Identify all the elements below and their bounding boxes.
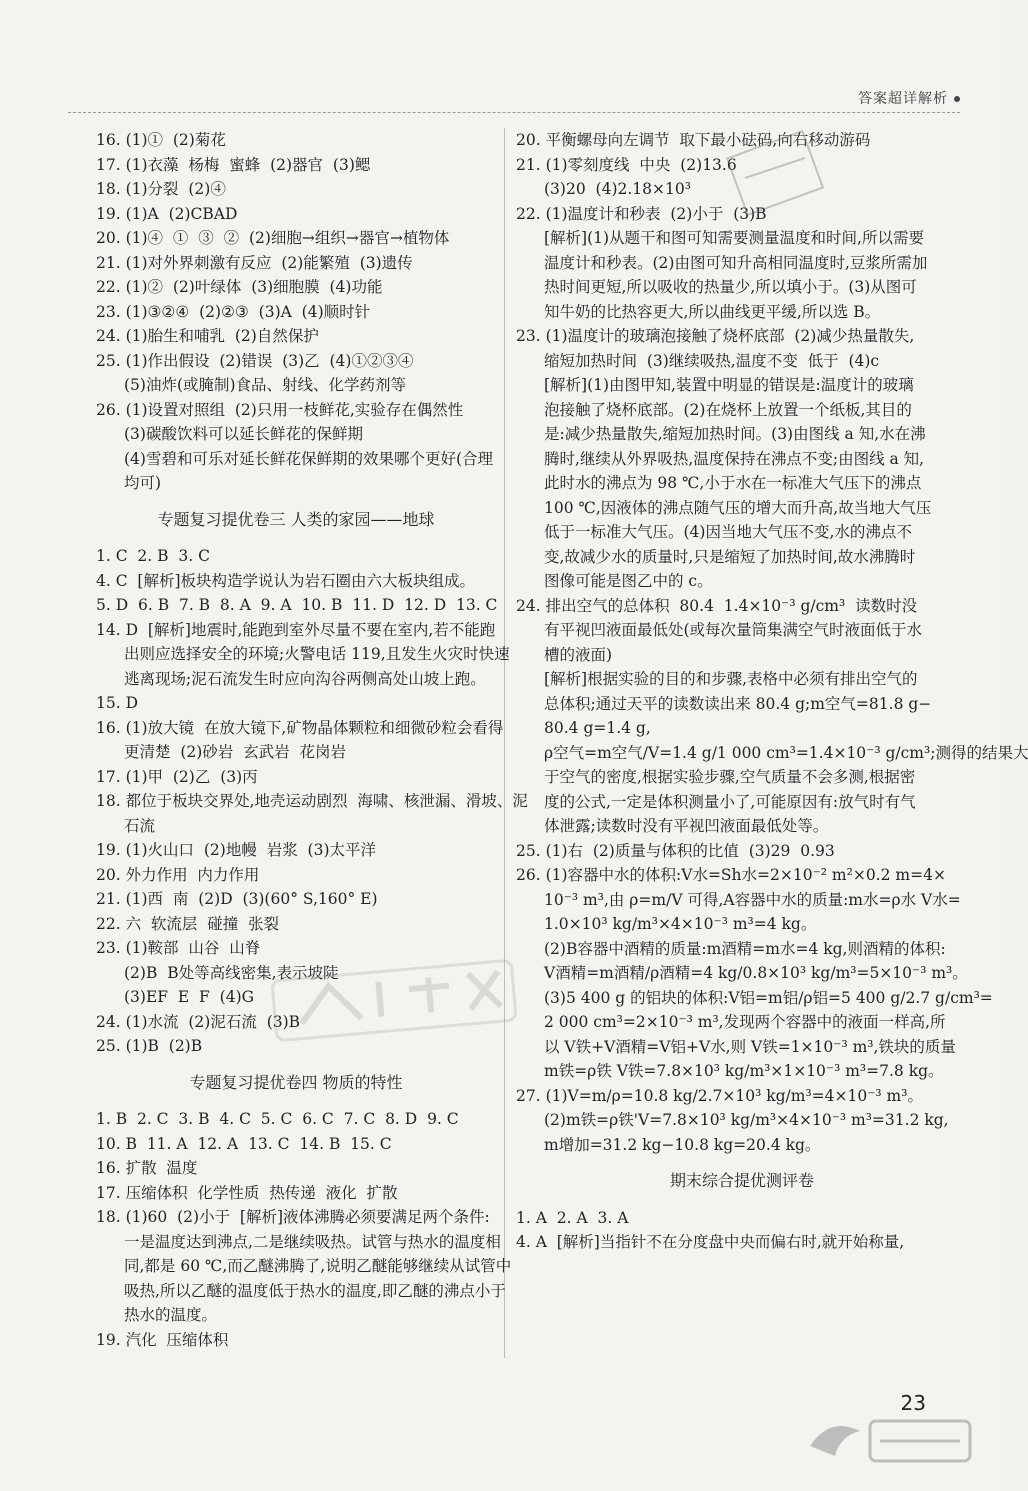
answer-line: 更清楚 (2)砂岩 玄武岩 花岗岩 (124, 743, 347, 761)
answer-line: 图像可能是图乙中的 c。 (544, 572, 713, 590)
answer-line: (3)EF E F (4)G (124, 988, 254, 1006)
answer-line: 100 ℃,因液体的沸点随气压的增大而升高,故当地大气压 (544, 498, 932, 517)
answer-line: 80.4 g=1.4 g, (544, 719, 651, 737)
answer-line: [解析](1)由图甲知,装置中明显的错误是:温度计的玻璃 (544, 376, 914, 394)
right-column (516, 128, 1028, 1255)
answer-line: 25. (1)作出假设 (2)错误 (3)乙 (4)①②③④ (96, 351, 414, 370)
answer-line: m增加=31.2 kg−10.8 kg=20.4 kg。 (544, 1135, 821, 1154)
answer-line: (2)m铁=ρ铁'V=7.8×10³ kg/m³×4×10⁻³ m³=31.2 kg, (544, 1111, 949, 1129)
answer-line: 1. B 2. C 3. B 4. C 5. C 6. C 7. C 8. D 9. C (96, 1110, 459, 1128)
answer-line: [解析](1)从题干和图可知需要测量温度和时间,所以需要 (544, 229, 924, 247)
answer-line: (4)雪碧和可乐对延长鲜花保鲜期的效果哪个更好(合理 (124, 449, 494, 468)
answer-line: 18. 都位于板块交界处,地壳运动剧烈 海啸、核泄漏、滑坡、泥 (96, 792, 528, 810)
answer-line: (3)5 400 g 的铝块的体积:V铝=m铝/ρ铝=5 400 g/2.7 g/cm³= (544, 988, 993, 1007)
answer-line: 22. (1)② (2)叶绿体 (3)细胞膜 (4)功能 (96, 278, 383, 296)
answer-line: 热时间更短,所以吸收的热量少,所以填小于。(3)从图可 (544, 278, 917, 296)
answer-line: 5. D 6. B 7. B 8. A 9. A 10. B 11. D 12. D 13. C (96, 596, 498, 614)
answer-line: 23. (1)温度计的玻璃泡接触了烧杯底部 (2)减少热量散失, (516, 327, 915, 345)
answer-line: 低于一标准大气压。(4)因当地大气压不变,水的沸点不 (544, 523, 912, 541)
section-heading: 专题复习提优卷四 物质的特性 (189, 1072, 403, 1092)
answer-line: (2)B B处等高线密集,表示坡陡 (124, 963, 339, 982)
header-rule (68, 112, 960, 113)
answer-line: 24. 排出空气的总体积 80.4 1.4×10⁻³ g/cm³ 读数时没 (516, 596, 918, 615)
header-dot-icon (954, 96, 960, 102)
answer-line: 缩短加热时间 (3)继续吸热,温度不变 低于 (4)c (544, 351, 880, 370)
answer-line: m铁=ρ铁 V铁=7.8×10³ kg/m³×1×10⁻³ m³=7.8 kg。 (544, 1062, 944, 1080)
answer-line: 于空气的密度,根据实验步骤,空气质量不会多测,根据密 (544, 768, 916, 786)
answer-line: 泡接触了烧杯底部。(2)在烧杯上放置一个纸板,其目的 (544, 400, 912, 419)
header-title: 答案超详解析 (858, 91, 948, 107)
answer-line: 23. (1)③②④ (2)②③ (3)A (4)顺时针 (96, 302, 371, 321)
answer-line: 总体积;通过天平的读数读出来 80.4 g;m空气=81.8 g− (544, 694, 932, 713)
answer-line: 23. (1)鞍部 山谷 山脊 (96, 939, 261, 957)
answer-line: 腾时,继续从外界吸热,温度保持在沸点不变;由图线 a 知, (544, 449, 925, 468)
answer-line: 18. (1)60 (2)小于 [解析]液体沸腾必须要满足两个条件: (96, 1208, 490, 1226)
answer-line: 槽的液面) (544, 645, 613, 664)
answer-line: 热水的温度。 (124, 1306, 218, 1324)
answer-line: (3)碳酸饮料可以延长鲜花的保鲜期 (124, 425, 363, 443)
answer-line: 17. (1)甲 (2)乙 (3)丙 (96, 767, 258, 786)
answer-line: 同,都是 60 ℃,而乙醚沸腾了,说明乙醚能够继续从试管中 (124, 1257, 512, 1275)
answer-line: 22. (1)温度计和秒表 (2)小于 (3)B (516, 204, 767, 223)
answer-line: 16. (1)放大镜 在放大镜下,矿物晶体颗粒和细微砂粒会看得 (96, 718, 504, 737)
answer-line: 4. C [解析]板块构造学说认为岩石圈由六大板块组成。 (96, 571, 476, 590)
answer-line: 21. (1)对外界刺激有反应 (2)能繁殖 (3)遗传 (96, 253, 413, 272)
answer-line: 10⁻³ m³,由 ρ=m/V 可得,A容器中水的质量:m水=ρ水 V水= (544, 890, 961, 909)
answer-line: 26. (1)容器中水的体积:V水=Sh水=2×10⁻² m²×0.2 m=4× (516, 866, 946, 884)
column-divider (504, 128, 505, 1358)
answer-line: 石流 (124, 816, 156, 835)
section-heading: 期末综合提优测评卷 (669, 1171, 814, 1190)
answer-line: 19. (1)火山口 (2)地幔 岩浆 (3)太平洋 (96, 841, 377, 859)
answer-line: 一是温度达到沸点,二是继续吸热。试管与热水的温度相 (124, 1232, 501, 1251)
answer-line: 吸热,所以乙醚的温度低于热水的温度,即乙醚的沸点小于 (124, 1281, 506, 1300)
answer-line: 24. (1)水流 (2)泥石流 (3)B (96, 1012, 301, 1031)
answer-line: 知牛奶的比热容更大,所以曲线更平缓,所以选 B。 (544, 302, 881, 321)
answer-line: 26. (1)设置对照组 (2)只用一枝鲜花,实验存在偶然性 (96, 400, 464, 419)
answer-line: 21. (1)西 南 (2)D (3)(60° S,160° E) (96, 890, 378, 908)
site-logo-icon (800, 1411, 980, 1471)
answer-line: 16. 扩散 温度 (96, 1159, 198, 1177)
page-number: 23 (900, 1391, 926, 1415)
answer-line: 25. (1)B (2)B (96, 1037, 203, 1055)
answer-line: 17. (1)衣藻 杨梅 蜜蜂 (2)器官 (3)鳃 (96, 155, 371, 174)
answer-line: [解析]根据实验的目的和步骤,表格中必须有排出空气的 (544, 670, 918, 688)
answer-line: (5)油炸(或腌制)食品、射线、化学药剂等 (124, 376, 407, 394)
answer-line: 1. A 2. A 3. A (516, 1208, 629, 1227)
answer-line: 以 V铁+V酒精=V铝+V水,则 V铁=1×10⁻³ m³,铁块的质量 (544, 1037, 956, 1056)
answer-line: 19. (1)A (2)CBAD (96, 204, 238, 223)
answer-line: 均可) (124, 474, 162, 492)
answer-line: 20. 外力作用 内力作用 (96, 865, 260, 884)
left-column (96, 128, 528, 1352)
answer-line: 22. 六 软流层 碰撞 张裂 (96, 914, 280, 933)
answer-line: (2)B容器中酒精的质量:m酒精=m水=4 kg,则酒精的体积: (544, 939, 946, 958)
answer-line: 有平视凹液面最低处(或每次量筒集满空气时液面低于水 (544, 621, 923, 639)
answer-line: 25. (1)右 (2)质量与体积的比值 (3)29 0.93 (516, 841, 835, 860)
answer-line: 20. 平衡螺母向左调节 取下最小砝码,向右移动游码 (516, 131, 871, 149)
answer-line: 1.0×10³ kg/m³×4×10⁻³ m³=4 kg。 (544, 915, 817, 933)
answer-line: 10. B 11. A 12. A 13. C 14. B 15. C (96, 1134, 392, 1153)
answer-line: (3)20 (4)2.18×10³ (544, 180, 691, 198)
answer-line: 24. (1)胎生和哺乳 (2)自然保护 (96, 327, 319, 345)
answer-line: 19. 汽化 压缩体积 (96, 1330, 229, 1349)
section-heading: 专题复习提优卷三 人类的家园——地球 (157, 509, 435, 529)
answer-line: 逃离现场;泥石流发生时应向沟谷两侧高处山坡上跑。 (124, 669, 486, 688)
answer-line: 20. (1)④ ① ③ ② (2)细胞→组织→器官→植物体 (96, 229, 450, 247)
answer-line: 14. D [解析]地震时,能跑到室外尽量不要在室内,若不能跑 (96, 620, 496, 639)
answer-line: 1. C 2. B 3. C (96, 547, 210, 565)
stamp-icon (730, 138, 820, 208)
answer-line: 出则应选择安全的环境;火警电话 119,且发生火灾时快速 (124, 645, 510, 663)
answer-line: 体泄露;读数时没有平视凹液面最低处等。 (544, 817, 829, 835)
answer-line: 18. (1)分裂 (2)④ (96, 180, 226, 198)
answer-line: 2 000 cm³=2×10⁻³ m³,发现两个容器中的液面一样高,所 (544, 1013, 946, 1031)
answer-line: V酒精=m酒精/ρ酒精=4 kg/0.8×10³ kg/m³=5×10⁻³ m³。 (544, 964, 968, 982)
answer-line: 温度计和秒表。(2)由图可知升高相同温度时,豆浆所需加 (544, 253, 928, 272)
answer-line: 变,故减少水的质量时,只是缩短了加热时间,故水沸腾时 (544, 547, 916, 566)
answer-line: 是:减少热量散失,缩短加热时间。(3)由图线 a 知,水在沸 (544, 425, 926, 443)
answer-line: 16. (1)① (2)菊花 (96, 131, 226, 149)
answer-line: 21. (1)零刻度线 中央 (2)13.6 (516, 155, 737, 174)
answer-line: 4. A [解析]当指针不在分度盘中央而偏右时,就开始称量, (516, 1233, 905, 1251)
answer-line: 此时水的沸点为 98 ℃,小于水在一标准大气压下的沸点 (544, 474, 922, 492)
answer-line: 17. 压缩体积 化学性质 热传递 液化 扩散 (96, 1183, 398, 1202)
answer-line: ρ空气=m空气/V=1.4 g/1 000 cm³=1.4×10⁻³ g/cm³;测得的结果大 (544, 743, 1028, 762)
answer-line: 度的公式,一定是体积测量小了,可能原因有:放气时有气 (544, 792, 916, 811)
answer-line: 15. D (96, 694, 139, 712)
answer-line: 27. (1)V=m/ρ=10.8 kg/2.7×10³ kg/m³=4×10⁻³ m³。 (516, 1086, 923, 1105)
